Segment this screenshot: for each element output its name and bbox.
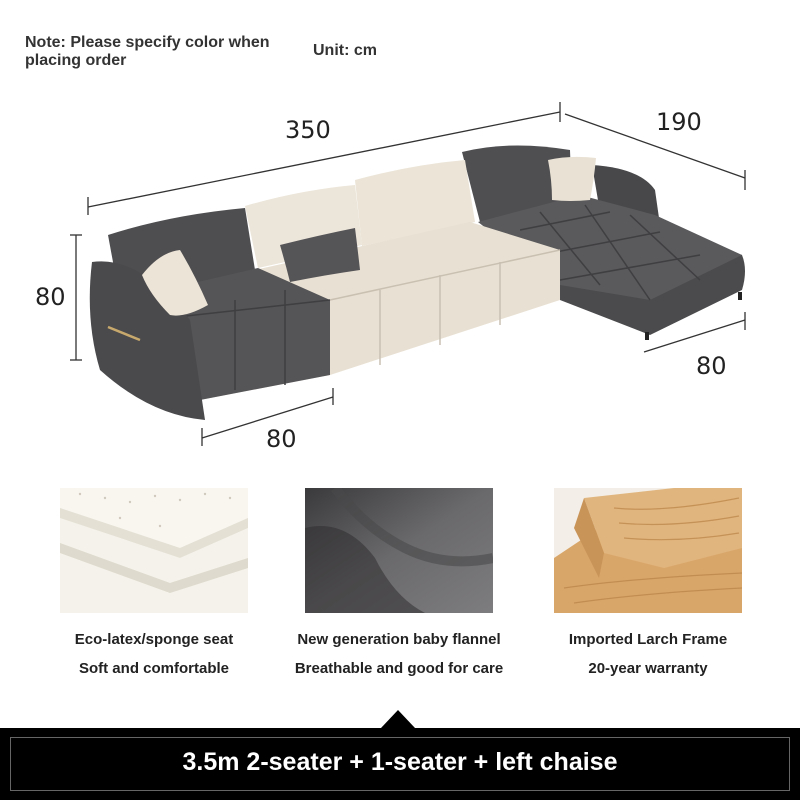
dim-chaise-width-label: 80 — [696, 352, 727, 380]
pillow-cream-right — [548, 157, 596, 201]
feature-subtitle: 20-year warranty — [588, 660, 708, 677]
flannel-fabric-image — [305, 488, 493, 613]
feature-subtitle: Breathable and good for care — [294, 660, 504, 677]
latex-foam-image — [60, 488, 248, 613]
feature-latex — [34, 488, 274, 677]
feature-flannel — [279, 488, 519, 677]
feature-larch — [528, 488, 768, 677]
footer-bar — [0, 728, 800, 800]
order-note: Note: Please specify color when placing order — [25, 34, 270, 69]
feature-subtitle: Soft and comfortable — [78, 660, 229, 677]
footer-title: 3.5m 2-seater + 1-seater + left chaise — [182, 748, 618, 776]
larch-wood-image — [554, 488, 742, 613]
bar-pointer — [381, 710, 415, 728]
dim-chaise-depth-label: 190 — [656, 108, 702, 136]
unit-label: Unit: cm — [313, 42, 377, 59]
dim-length-label: 350 — [285, 116, 331, 144]
dim-height-label: 80 — [35, 283, 66, 311]
feature-title: New generation baby flannel — [297, 631, 501, 648]
feature-title: Imported Larch Frame — [568, 631, 728, 648]
feature-title: Eco-latex/sponge seat — [74, 631, 234, 648]
dim-seat-depth-label: 80 — [266, 425, 297, 453]
feature-row — [0, 488, 800, 688]
